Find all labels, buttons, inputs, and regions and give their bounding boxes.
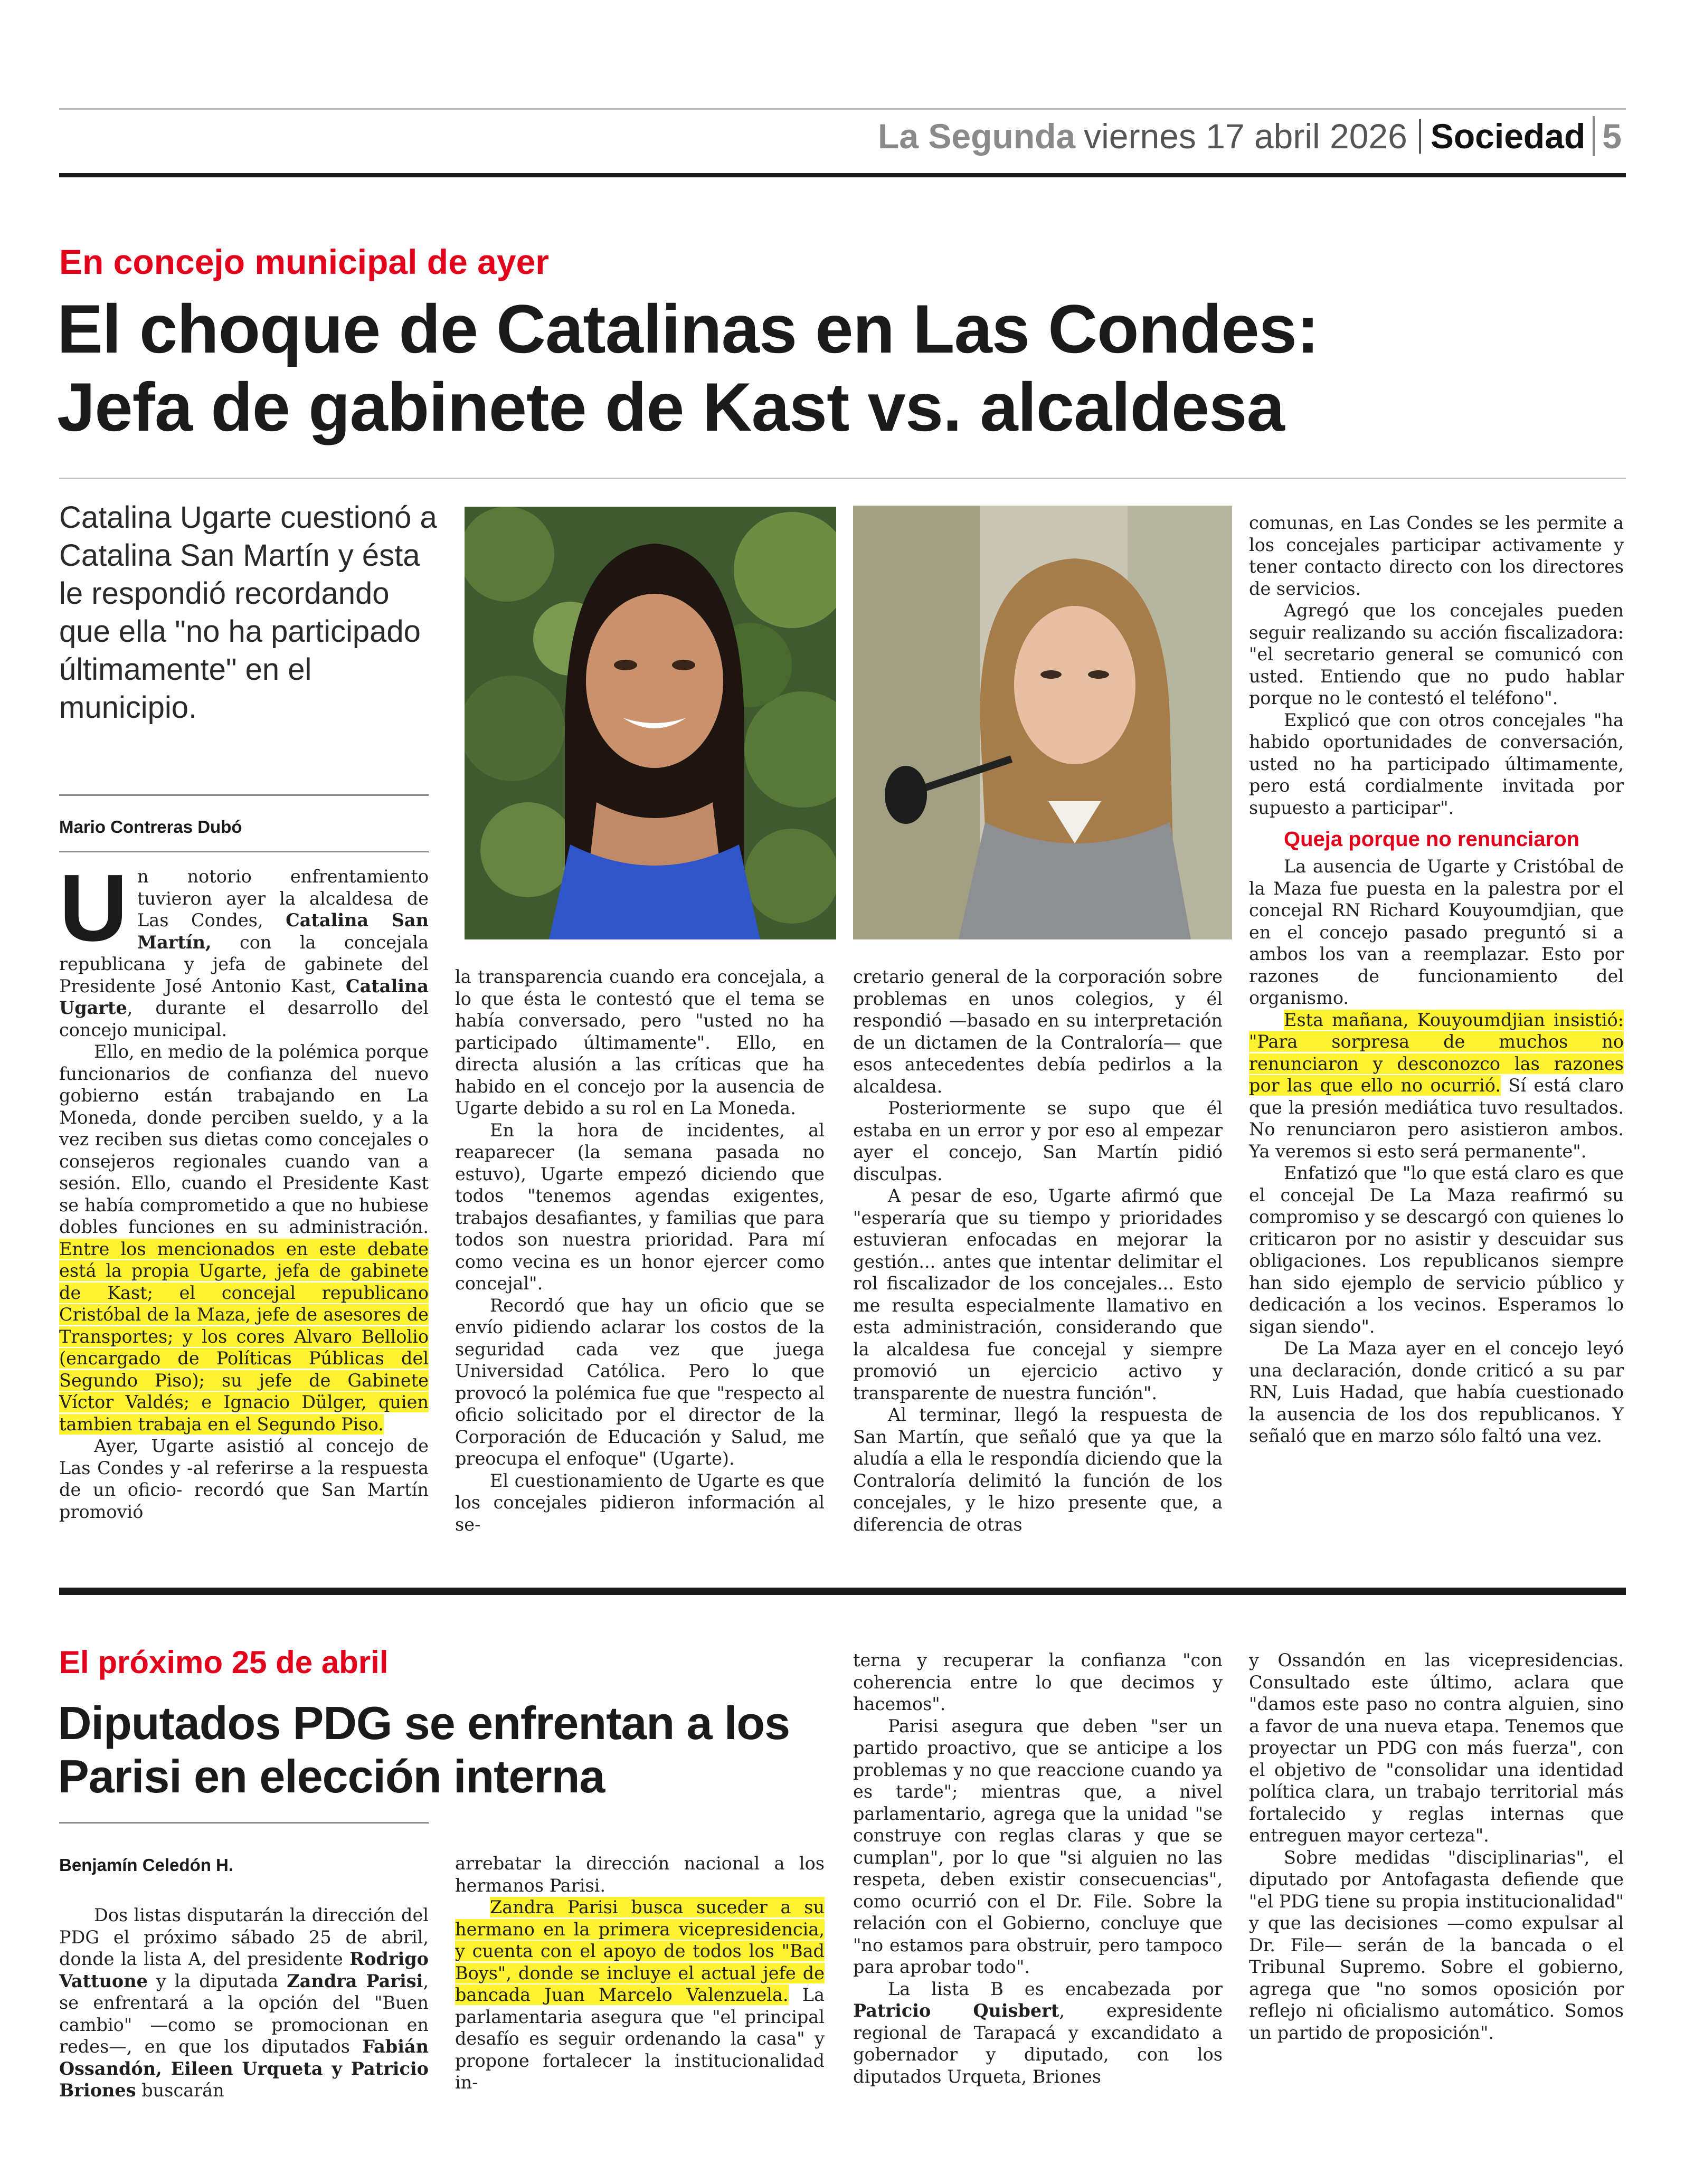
photo-catalina-san-martin — [853, 506, 1232, 939]
paragraph-text: la transparencia cuando era concejala, a lo que ésta le contestó que el tema se había conversado, pero "usted no ha participado últimamente". Ello, en directa alusión a las críticas que ha habido en el concejo por la ausencia de Ugarte debido a su rol en La Moneda. — [455, 966, 825, 1118]
paragraph-text: Ayer, Ugarte asistió al concejo de Las Condes y -al referirse a la respuesta de un oficio- recordó que San Martín promovió — [59, 1436, 429, 1522]
paragraph-text: Posteriormente se supo que él estaba en un error y por eso al empezar ayer el concejo, San Martín pidió disculpas. — [853, 1098, 1223, 1184]
article1-header-rule — [59, 478, 1626, 479]
byline-rule-bottom — [59, 851, 429, 852]
paragraph-text: con la concejala republicana y jefa de gabinete del Presidente José Antonio Kast, — [59, 932, 429, 996]
person-name: Fabián Ossandón, Eileen Urqueta y Patricio Briones — [59, 2036, 429, 2101]
article2-column-4 — [1249, 1649, 1624, 2044]
header-thick-rule — [59, 173, 1626, 177]
dropcap: U — [59, 855, 128, 961]
article1-headline-line2: Jefa de gabinete de Kast vs. alcaldesa — [57, 368, 1284, 445]
paragraph-text: A pesar de eso, Ugarte afirmó que "esperaría que su tiempo y prioridades estuvieran enfocadas en mejorar la gestión... antes que intentar delimitar el rol fiscalizador de los concejales... Esto me resulta especialmente llamativo en esta administración, considerando que la alcaldesa fue concejal y siempre promovió un ejercicio activo y transparente de nuestra función". — [853, 1185, 1223, 1403]
person-name: Patricio Quisbert — [853, 2000, 1059, 2021]
paragraph-text: , expresidente regional de Tarapacá y excandidato a gobernador y diputado, con los diputados Urqueta, Briones — [853, 2000, 1223, 2087]
highlighted-text: Esta mañana, Kouyoumdjian insistió: "Para sorpresa de muchos no renunciaron y desconozco las razones por las que ello no ocurrió. — [1249, 1009, 1624, 1096]
article1-headline-line1: El choque de Catalinas en Las Condes: — [57, 290, 1319, 367]
masthead-divider — [1419, 119, 1421, 154]
article1-column-1 — [59, 855, 429, 1523]
article1-byline: Mario Contreras Dubó — [59, 817, 242, 837]
article2-headline-line1: Diputados PDG se enfrentan a los — [58, 1697, 790, 1749]
paragraph-text: De La Maza ayer en el concejo leyó una declaración, donde criticó a su par RN, Luis Hadad, que había cuestionado la ausencia de los dos republicanos. Y señaló que en marzo sólo faltó una vez. — [1249, 1338, 1624, 1446]
article1-dek: Catalina Ugarte cuestionó a Catalina San Martín y ésta le respondió recordando que ella "no ha participado últimamente" en el municipio. — [59, 500, 437, 725]
top-thin-rule — [59, 108, 1626, 110]
page-number: 5 — [1593, 116, 1622, 156]
article1-column-4 — [1249, 512, 1624, 1447]
article2-byline: Benjamín Celedón H. — [59, 1855, 234, 1875]
paragraph-text: La parlamentaria asegura que "el principal desafío es seguir ordenando la casa" y propone fortalecer la institucionalidad in- — [455, 1984, 825, 2093]
paragraph-text: Al terminar, llegó la respuesta de San Martín, que señaló que ya que la aludía a ella le respondía diciendo que la Contraloría delimitó la función de los concejales, y le hizo presente que, a diferencia de otras — [853, 1404, 1223, 1535]
paragraph-text: Explicó que con otros concejales "ha habido oportunidades de conversación, usted no ha participado últimamente, pero está cordialmente invitada por supuesto a participar". — [1249, 709, 1624, 818]
highlighted-text: Zandra Parisi busca suceder a su hermano en la primera vicepresidencia, y cuenta con el apoyo de todos los "Bad Boys", donde se incluye el actual jefe de bancada Juan Marcelo Valenzuela. — [455, 1897, 825, 2005]
paragraph-text: Sobre medidas "disciplinarias", el diputado por Antofagasta defiende que "el PDG tiene su propia institucionalidad" y que las decisiones —como expulsar al Dr. File— serán de la bancada o el Tribunal Supremo. Sobre el gobierno, agrega que "no somos oposición por reflejo ni oficialismo automático. Somos un partido de proposición". — [1249, 1847, 1624, 2043]
paragraph-text: comunas, en Las Condes se les permite a los concejales participar activamente y tener contacto directo con los directores de servicios. — [1249, 512, 1624, 599]
person-name: Catalina San Martín, — [137, 910, 429, 953]
article2-column-2 — [455, 1853, 825, 2094]
paragraph-text: buscarán — [136, 2080, 224, 2101]
paragraph-text: En la hora de incidentes, al reaparecer (la semana pasada no estuvo), Ugarte empezó diciendo que todos "tenemos agendas exigentes, trabajos desafiantes, y familias que para todos son nuestra prioridad. Para mí como vecina es un honor ejercer como concejal". — [455, 1119, 825, 1294]
paragraph-text: n notorio enfrentamiento tuvieron ayer la alcaldesa de Las Condes, — [137, 866, 429, 930]
newspaper-name: La Segunda — [878, 117, 1076, 156]
paragraph-text: , durante el desarrollo del concejo municipal. — [59, 998, 429, 1040]
paragraph-text: Parisi asegura que deben "ser un partido proactivo, que se anticipe a los problemas y no que reaccione cuando ya es tarde"; mientras que, a nivel parlamentario, agrega que la unidad "se construye con reglas claras y que se cumplan", por lo que "si alguien no las respeta, deben existir consecuencias", como ocurrió con el Dr. File. Sobre la relación con el Gobierno, concluye que "no estamos para obstruir, pero tampoco para aprobar todo". — [853, 1715, 1223, 1977]
masthead — [878, 115, 1622, 157]
paragraph-text: Ello, en medio de la polémica porque funcionarios de confianza del nuevo gobierno están trabajando en La Moneda, donde perciben sueldo, y a la vez reciben sus dietas como concejales o consejeros regionales cuando van a sesión. Ello, cuando el Presidente Kast se había comprometido a que no hubiese dobles funciones en su administración. — [59, 1041, 429, 1237]
paragraph-text: Dos listas disputarán la dirección del PDG el próximo sábado 25 de abril, donde la lista A, del presidente — [59, 1905, 429, 1969]
person-name: Catalina Ugarte — [59, 975, 429, 1018]
section-name: Sociedad — [1430, 117, 1586, 156]
paragraph-text: cretario general de la corporación sobre problemas en unos colegios, y él respondió —basado en su interpretación de un dictamen de la Contraloría— que esos antecedentes debía pedirlos a la alcaldesa. — [853, 966, 1223, 1097]
article2-byline-rule — [59, 1822, 429, 1824]
article2-kicker: El próximo 25 de abril — [59, 1645, 389, 1680]
article-separator-rule — [59, 1588, 1626, 1595]
paragraph-text: La ausencia de Ugarte y Cristóbal de la Maza fue puesta en la palestra por el concejal RN Richard Kouyoumdjian, que en el concejo pasado preguntó si a ambos los van a reemplazar. Esto por razones de funcionamiento del organismo. — [1249, 856, 1624, 1008]
article2-column-3 — [853, 1649, 1223, 2087]
person-name: Rodrigo Vattuone — [59, 1949, 429, 1991]
paragraph-text: terna y recuperar la confianza "con coherencia entre lo que decimos y hacemos". — [853, 1650, 1223, 1714]
article1-kicker: En concejo municipal de ayer — [59, 242, 549, 281]
article2-headline-line2: Parisi en elección interna — [58, 1750, 605, 1802]
issue-date: viernes 17 abril 2026 — [1084, 117, 1407, 156]
paragraph-text: Recordó que hay un oficio que se envío pidiendo aclarar los costos de la seguridad cada vez que juega Universidad Católica. Pero lo que provocó la polémica fue que "respecto al oficio solicitado por el director de la Corporación de Educación y Salud, me preocupa el enfoque" (Ugarte). — [455, 1295, 825, 1469]
highlighted-text: Entre los mencionados en este debate está la propia Ugarte, jefa de gabinete de Kast; el concejal republicano Cristóbal de la Maza, jefe de asesores de Transportes; y los cores Alvaro Bellolio (encargado de Políticas Públicas del Segundo Piso); su jefe de Gabinete Víctor Valdés; e Ignacio Dülger, quien tambien trabaja en el Segundo Piso. — [59, 1238, 429, 1435]
article2-column-1 — [59, 1904, 429, 2102]
person-name: Zandra Parisi — [287, 1970, 423, 1991]
paragraph-text: y la diputada — [147, 1970, 287, 1991]
subheading: Queja porque no renunciaron — [1284, 828, 1580, 851]
paragraph-text: El cuestionamiento de Ugarte es que los concejales pidieron información al se- — [455, 1470, 825, 1535]
paragraph-text: La lista B es encabezada por — [888, 1978, 1223, 1999]
paragraph-text: arrebatar la dirección nacional a los hermanos Parisi. — [455, 1853, 825, 1896]
paragraph-text: Agregó que los concejales pueden seguir realizando su acción fiscalizadora: "el secretario general se comunicó con usted. Entiendo que no pudo hablar porque no le contestó el teléfono". — [1249, 600, 1624, 708]
paragraph-text: y Ossandón en las vicepresidencias. Consultado este último, aclara que "damos este paso no contra alguien, sino a favor de una nueva etapa. Tenemos que proyectar un PDG con más fuerza", con el objetivo de "consolidar una identidad política clara, un trabajo territorial más fortalecido y reglas internas que entreguen mayor certeza". — [1249, 1650, 1624, 1846]
paragraph-text: , se enfrentará a la opción del "Buen cambio" —como se promocionan en redes—, en que los diputados — [59, 1970, 429, 2057]
article1-column-2 — [455, 966, 825, 1535]
paragraph-text: Sí está claro que la presión mediática tuvo resultados. No renunciaron pero asistieron ambos. Ya veremos si esto será permanente". — [1249, 1075, 1624, 1162]
paragraph-text: Enfatizó que "lo que está claro es que el concejal De La Maza reafirmó su compromiso y se descargó con quienes lo criticaron por no asistir y descuidar sus obligaciones. Los republicanos siempre han sido ejemplo de servicio público y dedicación a los vecinos. Esperamos lo sigan siendo". — [1249, 1163, 1624, 1337]
article1-column-3 — [853, 966, 1223, 1535]
photo-catalina-ugarte — [465, 507, 836, 939]
byline-rule — [59, 794, 429, 796]
